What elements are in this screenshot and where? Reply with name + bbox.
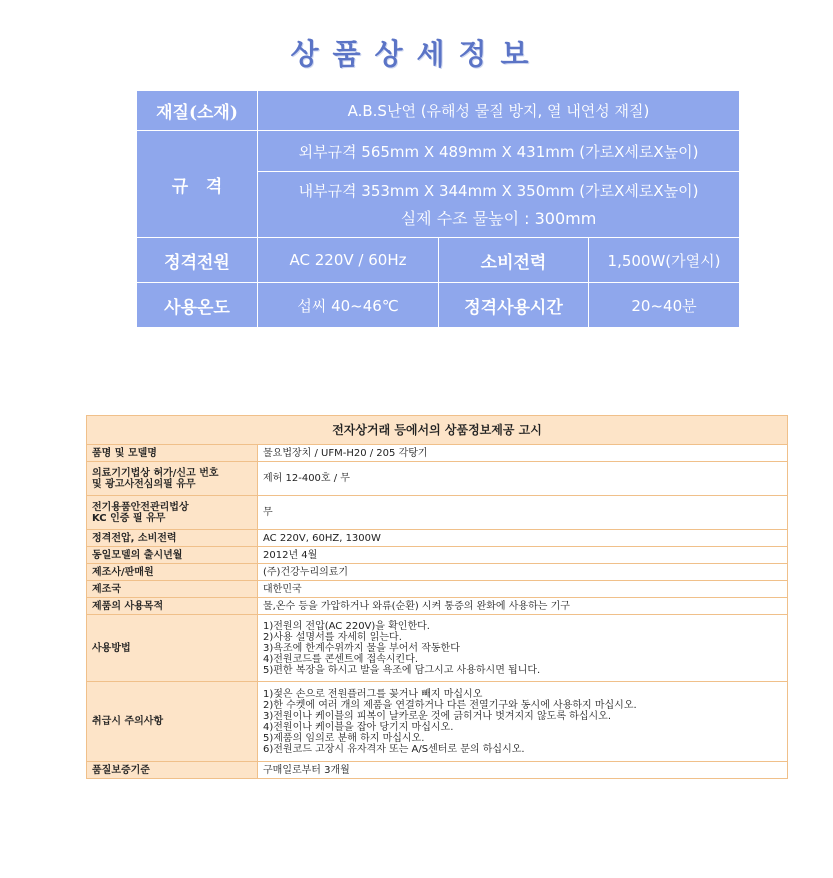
material-value: A.B.S난연 (유해성 물질 방지, 열 내연성 재질) [258, 91, 740, 131]
power-label: 소비전력 [439, 238, 589, 283]
usage-line: 3)욕조에 한계수위까지 물을 부어서 작동한다 [263, 642, 460, 654]
usage-line: 1)전원의 전압(AC 220V)을 확인한다. [263, 620, 430, 632]
water-height: 실제 수조 물높이 : 300mm [400, 209, 597, 228]
caution-line: 4)전원이나 케이블을 잡아 당기지 마십시오. [263, 721, 454, 733]
inner-size-cell [258, 172, 740, 238]
notice-label: 정격전압, 소비전력 [87, 530, 258, 547]
caution-line: 6)전원코드 고장시 유자격자 또는 A/S센터로 문의 하십시오. [263, 743, 525, 755]
time-label: 정격사용시간 [439, 283, 589, 328]
outer-size: 외부규격 565mm X 489mm X 431mm (가로X세로X높이) [258, 131, 740, 172]
usage-label: 사용방법 [87, 615, 258, 682]
notice-label: 동일모델의 출시년월 [87, 547, 258, 564]
notice-value: 제허 12-400호 / 무 [258, 462, 788, 496]
usage-line: 5)편한 복장을 하시고 발을 욕조에 담그시고 사용하시면 됩니다. [263, 664, 541, 676]
notice-value: (주)건강누리의료기 [258, 564, 788, 581]
notice-value: 무 [258, 496, 788, 530]
notice-label: 제조국 [87, 581, 258, 598]
caution-list [258, 682, 788, 762]
notice-label: 전기용품안전관리법상 KC 인증 필 유무 [87, 496, 258, 530]
notice-label: 품명 및 모델명 [87, 445, 258, 462]
page-title: 상품상세정보 [290, 37, 543, 71]
notice-value: 2012년 4월 [258, 547, 788, 564]
inner-size: 내부규격 353mm X 344mm X 350mm (가로X세로X높이) [298, 182, 699, 200]
notice-value: 대한민국 [258, 581, 788, 598]
notice-title: 전자상거래 등에서의 상품정보제공 고시 [87, 416, 788, 445]
size-label: 규 격 [137, 131, 258, 238]
notice-label: 제품의 사용목적 [87, 598, 258, 615]
caution-line: 3)전원이나 케이블의 피복이 날카로운 것에 긁히거나 벗겨지지 않도록 하십시오. [263, 710, 611, 722]
caution-line: 1)젖은 손으로 전원플러그를 꽂거나 빼지 마십시오 [263, 688, 483, 700]
power-value: 1,500W(가열시) [589, 238, 740, 283]
warranty-label: 품질보증기준 [87, 762, 258, 779]
voltage-label: 정격전원 [137, 238, 258, 283]
notice-value: 물요법장치 / UFM-H20 / 205 각탕기 [258, 445, 788, 462]
usage-line: 4)전원코드를 콘센트에 접속시킨다. [263, 653, 419, 665]
caution-line: 2)한 수켓에 여러 개의 제품을 연결하거나 다른 전열기구와 동시에 사용하지 마십시오. [263, 699, 637, 711]
time-value: 20~40분 [589, 283, 740, 328]
material-label: 재질(소재) [137, 91, 258, 131]
notice-value: 물,온수 등을 가압하거나 와류(순환) 시켜 통증의 완화에 사용하는 기구 [258, 598, 788, 615]
notice-label: 제조사/판매원 [87, 564, 258, 581]
notice-value: AC 220V, 60HZ, 1300W [258, 530, 788, 547]
product-notice-table [86, 415, 788, 779]
voltage-value: AC 220V / 60Hz [258, 238, 439, 283]
caution-label: 취급시 주의사항 [87, 682, 258, 762]
temp-value: 섭씨 40~46℃ [258, 283, 439, 328]
temp-label: 사용온도 [137, 283, 258, 328]
usage-instructions [258, 615, 788, 682]
usage-line: 2)사용 설명서를 자세히 읽는다. [263, 631, 402, 643]
notice-label: 의료기기법상 허가/신고 번호 및 광고사전심의필 유무 [87, 462, 258, 496]
warranty-value: 구매일로부터 3개월 [258, 762, 788, 779]
spec-table [136, 90, 740, 328]
caution-line: 5)제품의 임의로 분해 하지 마십시오. [263, 732, 425, 744]
